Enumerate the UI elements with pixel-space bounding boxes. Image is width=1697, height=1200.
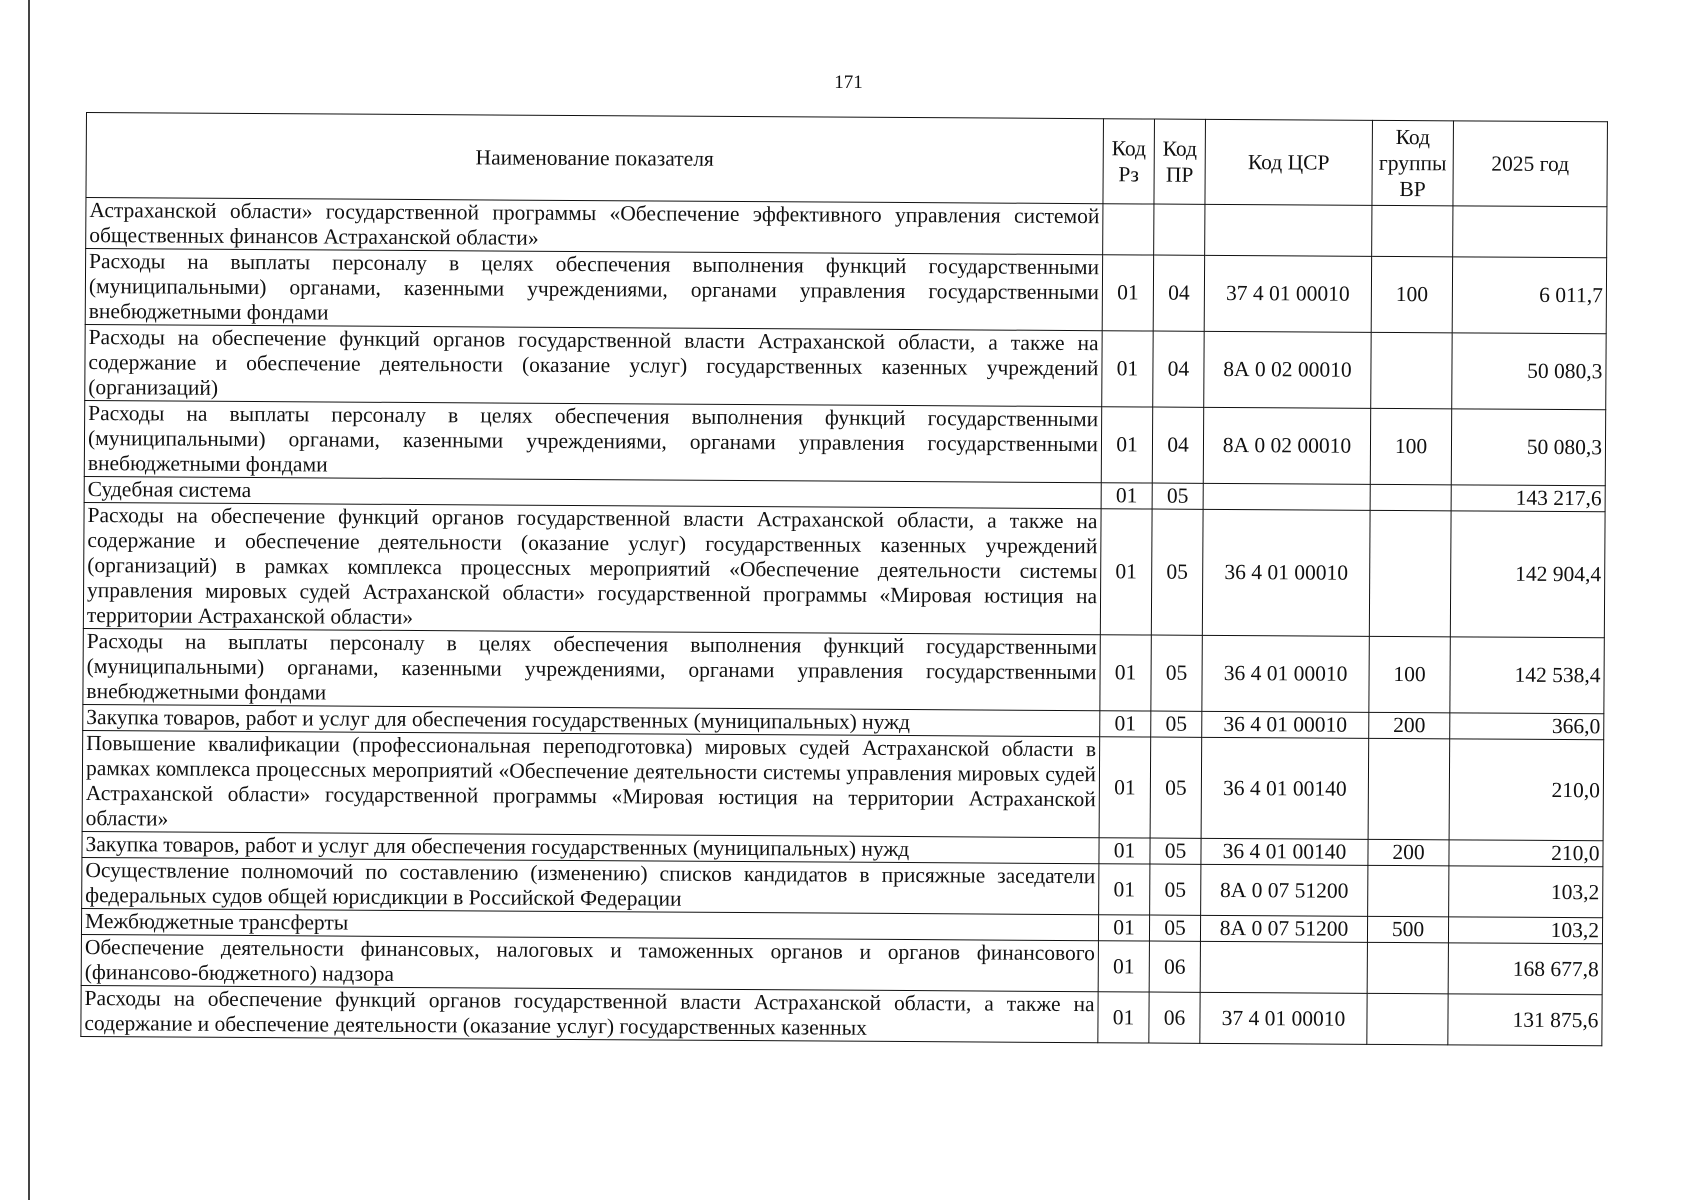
table-row bbox=[81, 985, 1602, 1045]
cell-sum: 103,2 bbox=[1449, 866, 1603, 918]
cell-name: Астраханской области» государственной программы «Обеспечение эффективного управления системой общественных финансов Астраханской области» bbox=[86, 198, 1103, 255]
cell-csr bbox=[1200, 941, 1367, 993]
table-row bbox=[82, 730, 1604, 840]
cell-vr bbox=[1368, 865, 1449, 916]
cell-vr bbox=[1367, 993, 1448, 1044]
cell-rz: 01 bbox=[1099, 737, 1151, 838]
cell-pr: 05 bbox=[1152, 483, 1203, 509]
table-row bbox=[84, 400, 1605, 485]
cell-sum: 210,0 bbox=[1449, 739, 1604, 841]
cell-csr: 8А 0 07 51200 bbox=[1200, 915, 1367, 942]
cell-name: Межбюджетные трансферты bbox=[81, 908, 1098, 940]
cell-pr: 04 bbox=[1153, 331, 1204, 407]
cell-pr: 04 bbox=[1153, 255, 1204, 331]
cell-csr: 37 4 01 00010 bbox=[1204, 255, 1371, 332]
cell-csr: 36 4 01 00010 bbox=[1202, 635, 1369, 712]
table-header-row bbox=[86, 113, 1607, 207]
header-name: Наименование показателя bbox=[86, 113, 1104, 204]
cell-name: Расходы на выплаты персоналу в целях обеспечения выполнения функций государственными (муниципальными) органами, казенными учреждениями, органами управления государственными внебюджетными фондами bbox=[85, 249, 1102, 331]
cell-csr: 36 4 01 00010 bbox=[1202, 711, 1369, 738]
cell-csr: 8А 0 02 00010 bbox=[1203, 407, 1370, 484]
cell-vr bbox=[1370, 484, 1451, 510]
cell-csr: 8А 0 02 00010 bbox=[1204, 331, 1371, 408]
cell-sum: 168 677,8 bbox=[1448, 943, 1602, 995]
header-csr: Код ЦСР bbox=[1205, 119, 1373, 205]
table-row bbox=[83, 502, 1605, 637]
cell-sum: 210,0 bbox=[1449, 840, 1603, 867]
cell-vr: 100 bbox=[1371, 256, 1452, 332]
cell-name: Закупка товаров, работ и услуг для обеспечения государственных (муниципальных) нужд bbox=[83, 704, 1100, 736]
cell-name: Расходы на выплаты персоналу в целях обеспечения выполнения функций государственными (муниципальными) органами, казенными учреждениями, органами управления государственными внебюджетными фондами bbox=[84, 400, 1101, 482]
cell-name: Расходы на обеспечение функций органов государственной власти Астраханской области, а также на содержание и обеспечение деятельности (оказание услуг) государственных казенных bbox=[81, 985, 1098, 1042]
cell-vr: 200 bbox=[1369, 712, 1450, 738]
cell-pr: 05 bbox=[1151, 509, 1203, 635]
cell-pr: 06 bbox=[1149, 941, 1200, 992]
cell-vr bbox=[1369, 510, 1451, 636]
header-rz: Код Рз bbox=[1103, 119, 1155, 204]
cell-sum: 103,2 bbox=[1448, 917, 1602, 944]
cell-sum: 50 080,3 bbox=[1451, 409, 1605, 486]
cell-vr: 500 bbox=[1367, 916, 1448, 942]
table-row bbox=[83, 628, 1604, 713]
cell-name: Осуществление полномочий по составлению (изменению) списков кандидатов в присяжные заседатели федеральных судов общей юрисдикции в Российской Федерации bbox=[82, 857, 1099, 914]
cell-name: Повышение квалификации (профессиональная переподготовка) мировых судей Астраханской области в рамках комплекса процессных мероприятий «Обеспечение деятельности системы управления мировых судей Астраханской области» государственной программы «Мировая юстиция на территории Астраханской области» bbox=[82, 730, 1100, 837]
cell-vr: 100 bbox=[1369, 636, 1450, 712]
cell-name: Закупка товаров, работ и услуг для обеспечения государственных (муниципальных) нужд bbox=[82, 831, 1099, 863]
header-year: 2025 год bbox=[1453, 121, 1608, 207]
cell-csr: 36 4 01 00010 bbox=[1202, 509, 1370, 636]
cell-sum: 142 904,4 bbox=[1450, 511, 1605, 638]
cell-rz: 01 bbox=[1099, 838, 1150, 864]
cell-vr: 200 bbox=[1368, 839, 1449, 865]
cell-rz: 01 bbox=[1101, 483, 1152, 509]
cell-sum bbox=[1453, 206, 1607, 258]
table-row bbox=[85, 249, 1606, 334]
cell-rz: 01 bbox=[1100, 635, 1151, 711]
cell-sum: 50 080,3 bbox=[1452, 333, 1606, 410]
cell-sum: 366,0 bbox=[1450, 713, 1604, 740]
cell-pr: 05 bbox=[1150, 864, 1201, 915]
cell-vr: 100 bbox=[1370, 408, 1451, 484]
table-row bbox=[85, 324, 1606, 409]
cell-name: Судебная система bbox=[84, 476, 1101, 508]
cell-csr: 36 4 01 00140 bbox=[1201, 737, 1369, 839]
cell-pr: 05 bbox=[1151, 635, 1202, 711]
table-row bbox=[86, 198, 1607, 258]
cell-pr bbox=[1154, 204, 1205, 255]
cell-vr bbox=[1371, 332, 1452, 408]
cell-csr: 8А 0 07 51200 bbox=[1201, 864, 1368, 916]
cell-name: Расходы на обеспечение функций органов государственной власти Астраханской области, а также на содержание и обеспечение деятельности (оказание услуг) государственных казенных учреждений (организаций) в рамках комплекса процессных мероприятий «Обеспечение деятельности системы управления мировых судей Астраханской области» государственной программы «Мировая юстиция на территории Астраханской области» bbox=[83, 502, 1101, 634]
table-row bbox=[82, 857, 1603, 917]
table-row bbox=[81, 934, 1602, 994]
cell-sum: 142 538,4 bbox=[1450, 637, 1604, 714]
cell-rz: 01 bbox=[1100, 509, 1152, 635]
cell-rz: 01 bbox=[1100, 711, 1151, 737]
cell-rz: 01 bbox=[1102, 255, 1153, 331]
page-number: 171 bbox=[834, 72, 863, 93]
cell-rz bbox=[1103, 204, 1154, 255]
cell-pr: 05 bbox=[1151, 711, 1202, 737]
table-body bbox=[81, 198, 1607, 1046]
page-binding-line bbox=[28, 0, 30, 1200]
cell-sum: 6 011,7 bbox=[1452, 257, 1606, 334]
cell-rz: 01 bbox=[1099, 864, 1150, 915]
header-pr: Код ПР bbox=[1154, 119, 1206, 204]
cell-name: Расходы на обеспечение функций органов государственной власти Астраханской области, а также на содержание и обеспечение деятельности (оказание услуг) государственных казенных учреждений (организаций) bbox=[85, 324, 1102, 406]
cell-name: Расходы на выплаты персоналу в целях обеспечения выполнения функций государственными (муниципальными) органами, казенными учреждениями, органами управления государственными внебюджетными фондами bbox=[83, 628, 1100, 710]
cell-name: Обеспечение деятельности финансовых, налоговых и таможенных органов и органов финансового (финансово-бюджетного) надзора bbox=[81, 934, 1098, 991]
budget-table bbox=[80, 112, 1608, 1046]
cell-vr bbox=[1372, 205, 1453, 256]
cell-sum: 143 217,6 bbox=[1451, 485, 1605, 512]
cell-csr: 37 4 01 00010 bbox=[1200, 992, 1367, 1044]
cell-vr bbox=[1367, 942, 1448, 993]
cell-pr: 05 bbox=[1150, 838, 1201, 864]
cell-pr: 05 bbox=[1149, 915, 1200, 941]
cell-rz: 01 bbox=[1098, 941, 1149, 992]
cell-sum: 131 875,6 bbox=[1448, 994, 1602, 1046]
cell-rz: 01 bbox=[1102, 331, 1153, 407]
cell-csr: 36 4 01 00140 bbox=[1201, 838, 1368, 865]
cell-rz: 01 bbox=[1098, 992, 1149, 1043]
cell-rz: 01 bbox=[1098, 915, 1149, 941]
cell-csr bbox=[1205, 204, 1372, 256]
cell-vr bbox=[1368, 738, 1450, 839]
cell-pr: 06 bbox=[1149, 992, 1200, 1043]
header-vr: Код группы ВР bbox=[1372, 120, 1454, 205]
cell-pr: 05 bbox=[1150, 737, 1202, 838]
cell-csr bbox=[1203, 483, 1370, 510]
cell-rz: 01 bbox=[1101, 407, 1152, 483]
cell-pr: 04 bbox=[1152, 407, 1203, 483]
